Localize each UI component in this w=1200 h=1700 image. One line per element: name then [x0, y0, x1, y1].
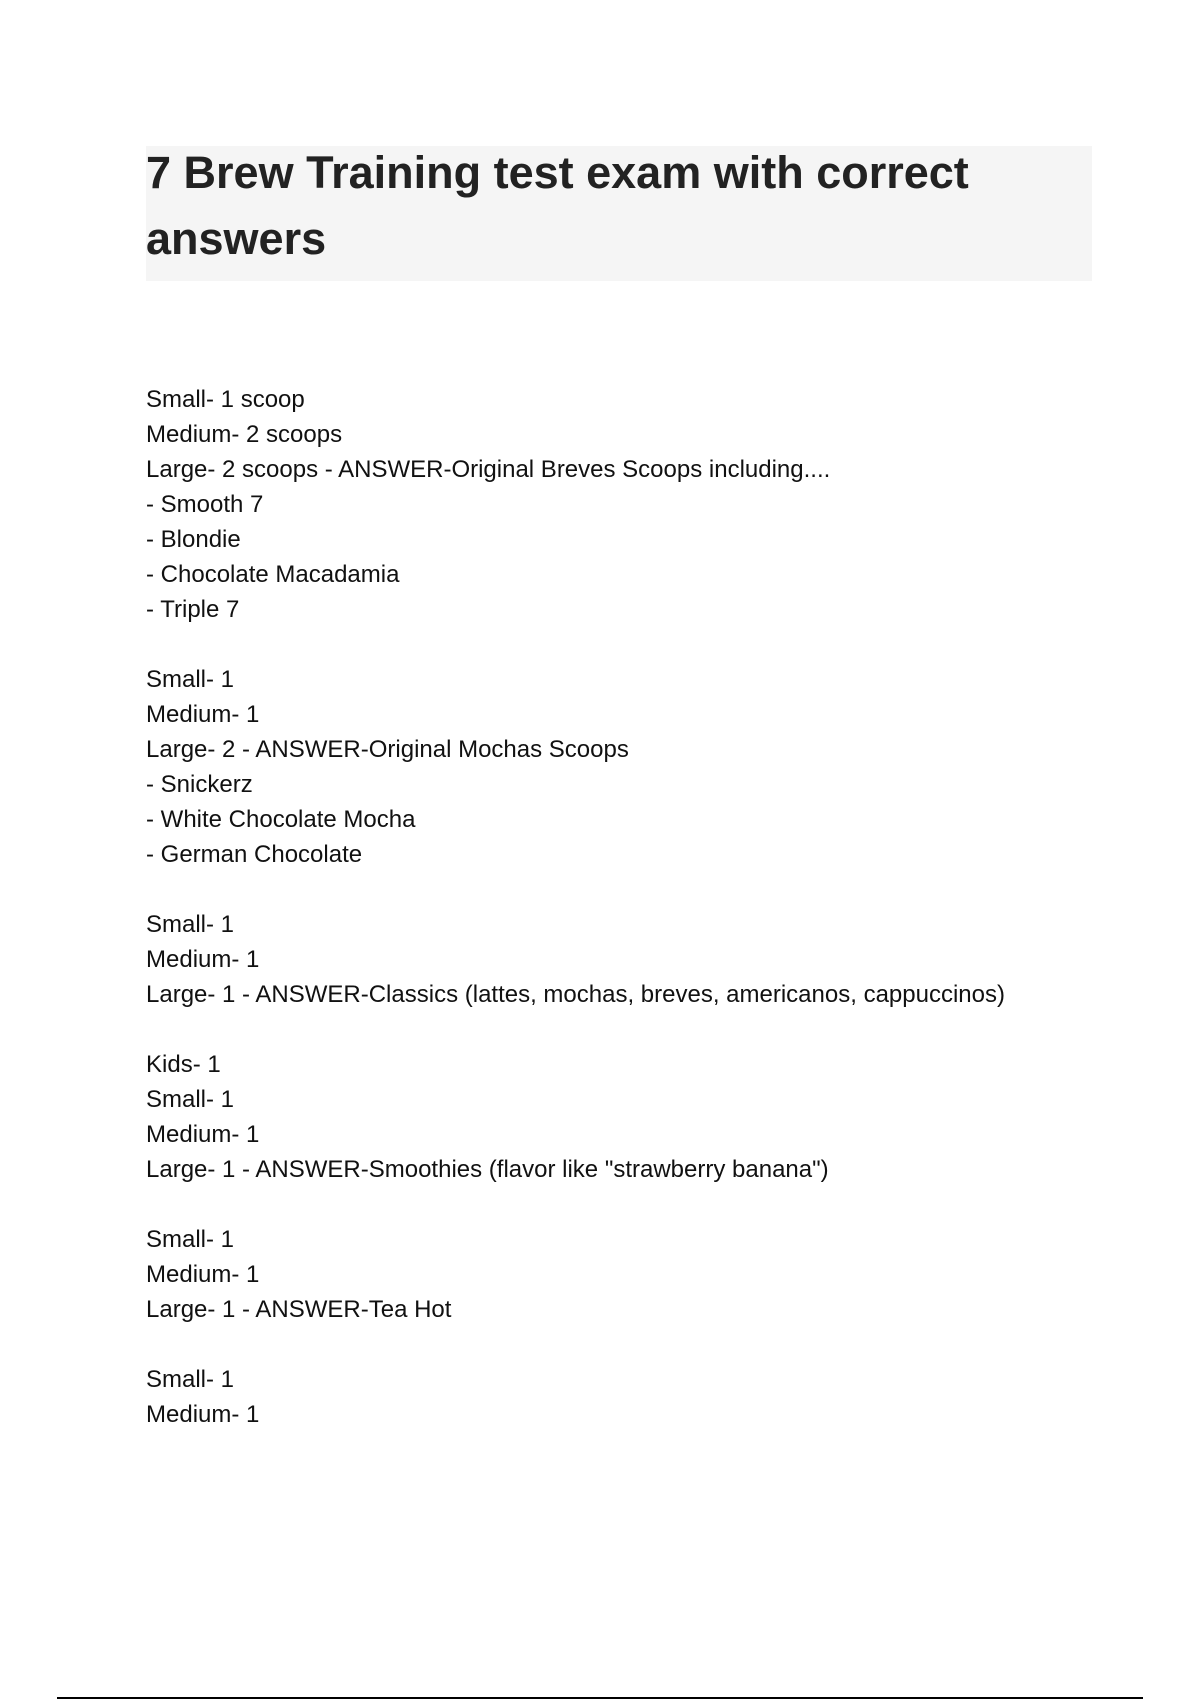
qa-block-1 — [146, 382, 1146, 627]
text-line: Small- 1 scoop — [146, 386, 305, 413]
text-line: Large- 2 scoops - ANSWER-Original Breves Scoops including.... — [146, 456, 831, 483]
qa-block-2 — [146, 662, 1146, 872]
text-line: Medium- 1 — [146, 701, 260, 728]
qa-block-5 — [146, 1222, 1146, 1327]
text-line: Small- 1 — [146, 1086, 235, 1113]
text-line: Medium- 1 — [146, 1261, 260, 1288]
document-title: 7 Brew Training test exam with correct answers — [146, 147, 969, 264]
text-line: - German Chocolate — [146, 841, 363, 868]
text-line: - Blondie — [146, 526, 241, 553]
text-line: - Snickerz — [146, 771, 253, 798]
text-line: - Smooth 7 — [146, 491, 264, 518]
qa-block-3 — [146, 907, 1146, 1012]
text-line: Small- 1 — [146, 911, 235, 938]
text-line: - Chocolate Macadamia — [146, 561, 400, 588]
text-line: - Triple 7 — [146, 596, 240, 623]
text-line: Large- 2 - ANSWER-Original Mochas Scoops — [146, 736, 629, 763]
text-line: Small- 1 — [146, 666, 235, 693]
page-bottom-rule — [57, 1697, 1143, 1699]
text-line: Large- 1 - ANSWER-Classics (lattes, mochas, breves, americanos, cappuccinos) — [146, 981, 1005, 1008]
text-line: Large- 1 - ANSWER-Tea Hot — [146, 1296, 452, 1323]
text-line: - White Chocolate Mocha — [146, 806, 416, 833]
document-body — [146, 382, 1146, 1467]
text-line: Medium- 1 — [146, 1401, 260, 1428]
text-line: Kids- 1 — [146, 1051, 221, 1078]
text-line: Small- 1 — [146, 1366, 235, 1393]
text-line: Medium- 2 scoops — [146, 421, 343, 448]
text-line: Medium- 1 — [146, 946, 260, 973]
text-line: Large- 1 - ANSWER-Smoothies (flavor like "strawberry banana") — [146, 1156, 829, 1183]
text-line: Small- 1 — [146, 1226, 235, 1253]
qa-block-4 — [146, 1047, 1146, 1187]
qa-block-6 — [146, 1362, 1146, 1432]
text-line: Medium- 1 — [146, 1121, 260, 1148]
